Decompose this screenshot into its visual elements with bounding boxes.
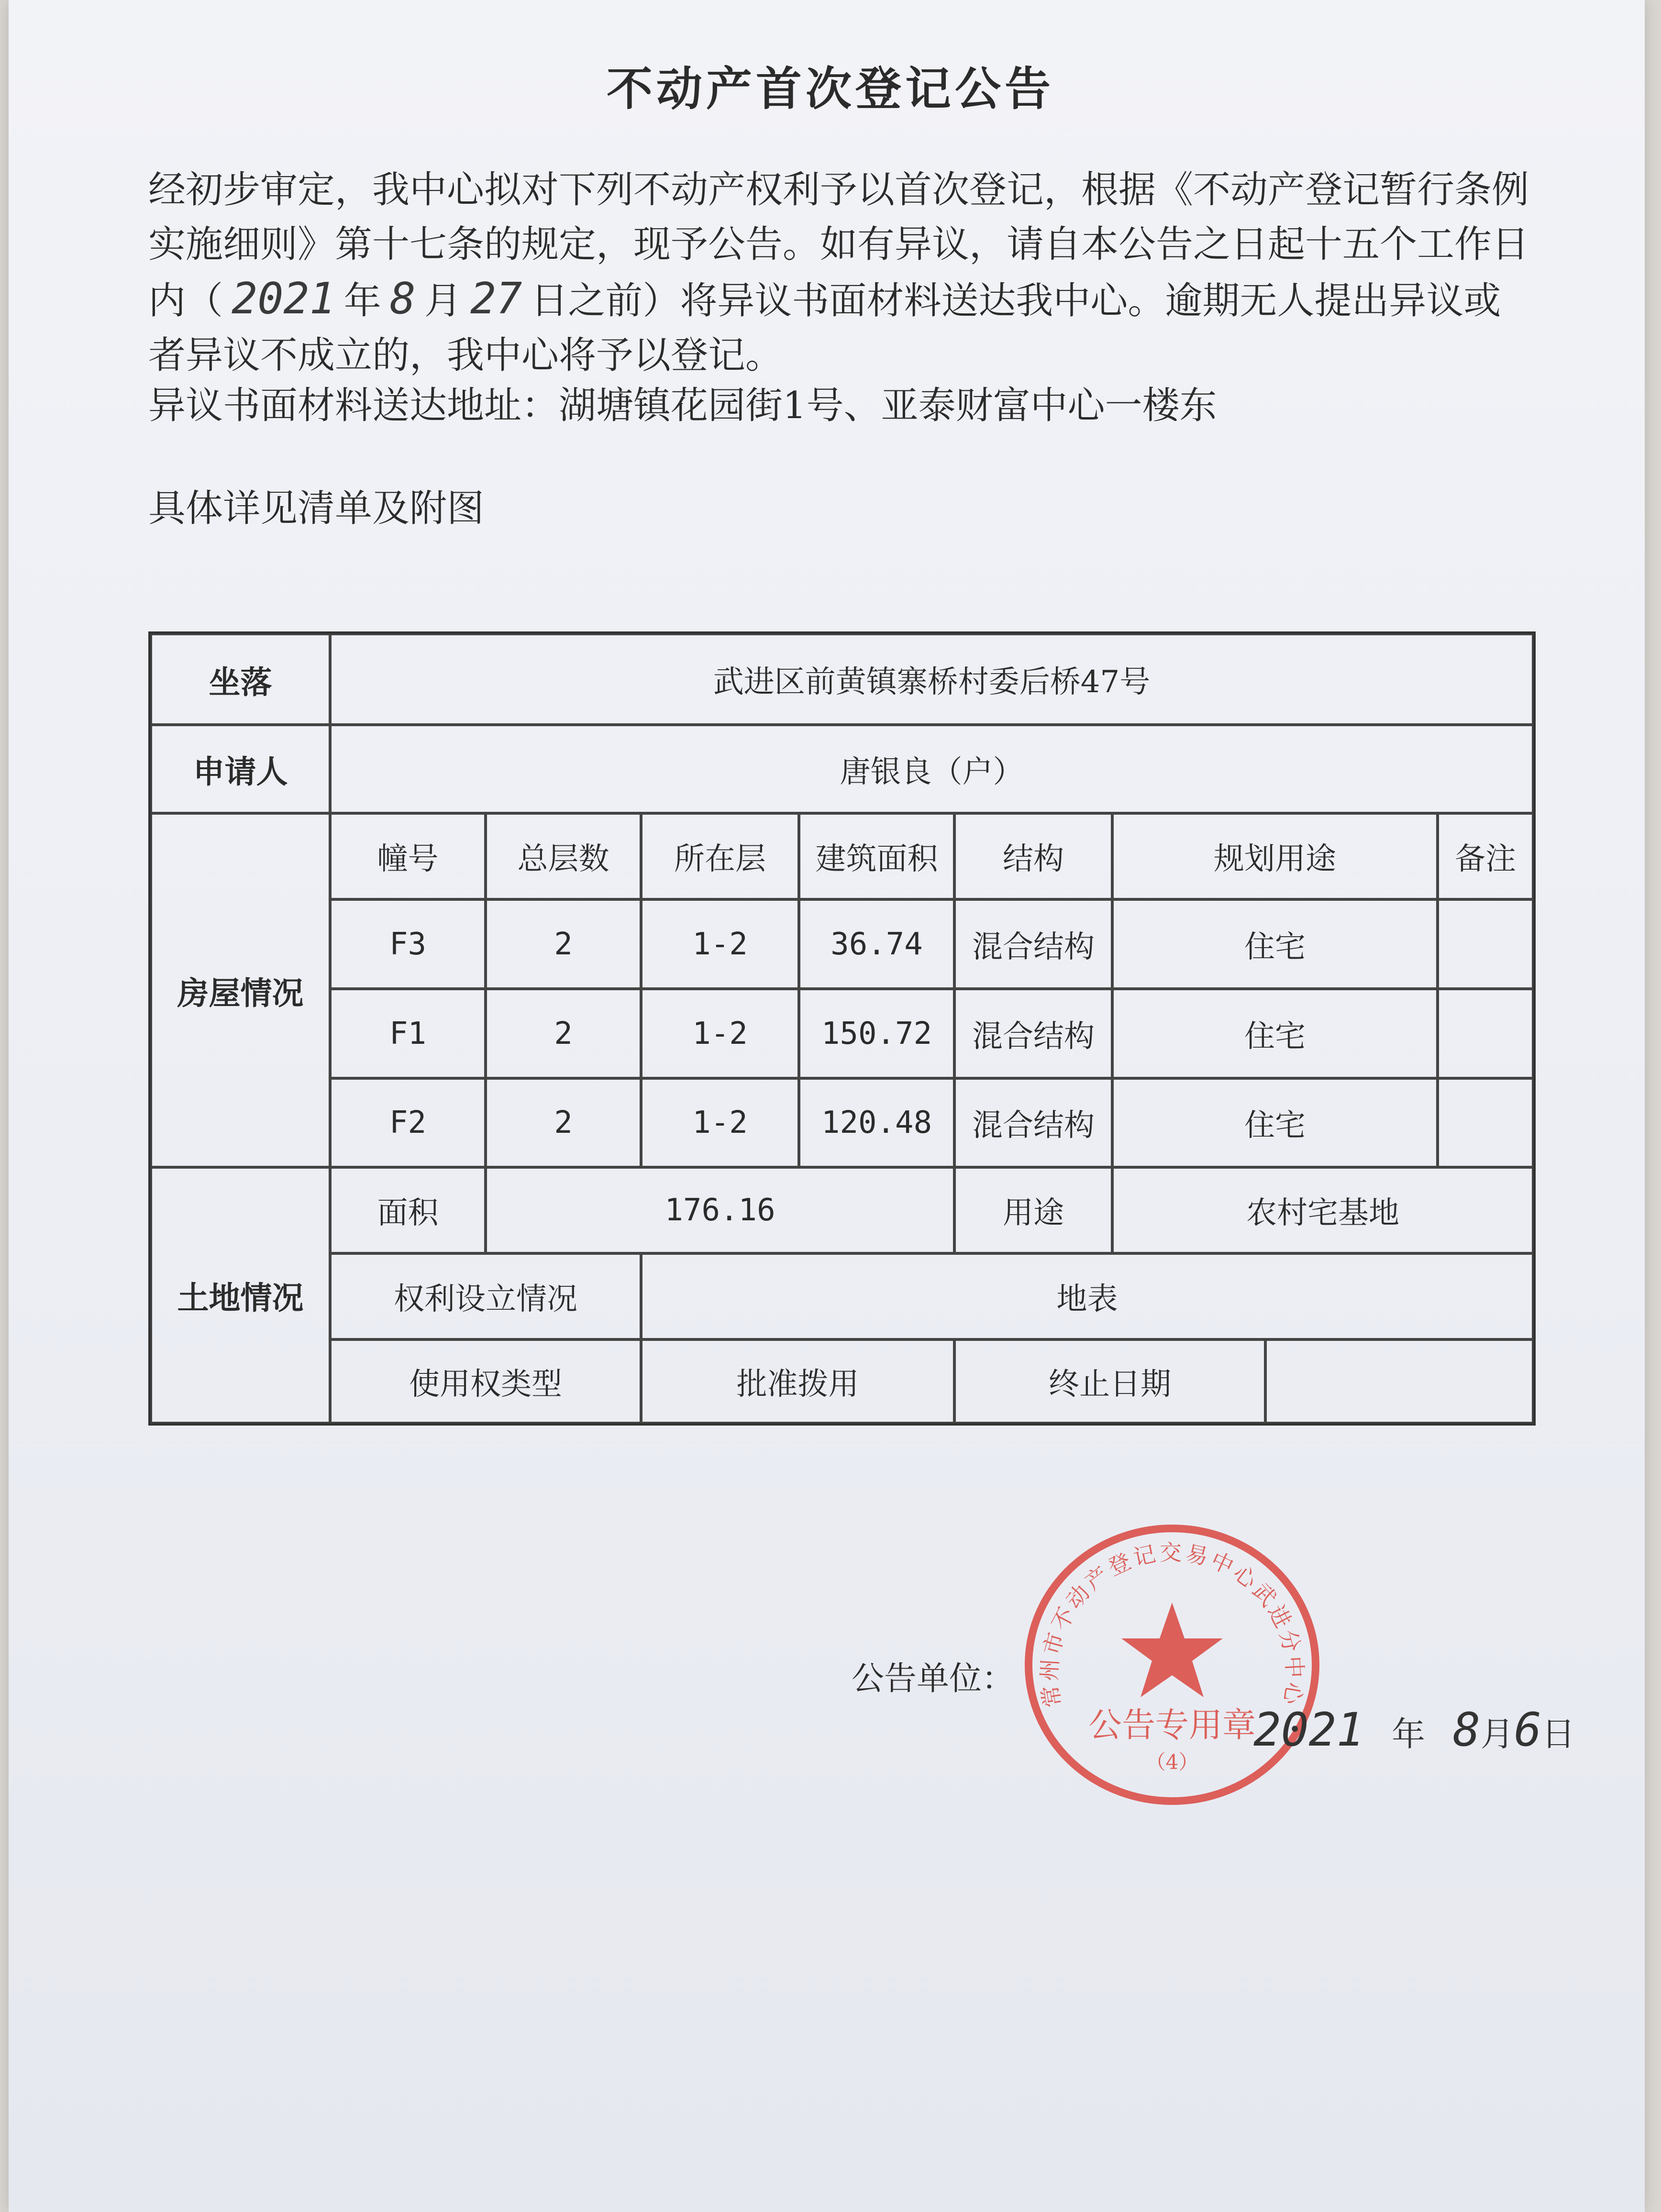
usage-type-label: 使用权类型 xyxy=(330,1339,641,1423)
rights-label: 权利设立情况 xyxy=(330,1253,641,1339)
house-cell: 2 xyxy=(486,989,641,1078)
house-cell: 住宅 xyxy=(1112,899,1438,989)
house-cell: 2 xyxy=(486,1078,641,1167)
official-seal-icon xyxy=(1014,1507,1330,1823)
deadline-day: 27 xyxy=(470,274,522,324)
house-header: 备注 xyxy=(1438,813,1533,899)
para-prefix: 经初步审定，我中心拟对下列不动产权利予以首次登记，根据《不动产登记暂行条例实施细则》第十七条的规定，现予公告。如有异议，请自本公告之日起十五个工作日内（ xyxy=(148,168,1529,322)
date-month-char: 月 xyxy=(1480,1714,1514,1754)
house-cell: 120.48 xyxy=(799,1078,954,1167)
notice-paragraph xyxy=(148,163,1536,383)
location-label: 坐落 xyxy=(151,634,330,725)
applicant-label: 申请人 xyxy=(151,725,330,813)
usage-type-value: 批准拨用 xyxy=(641,1339,954,1423)
house-header: 建筑面积 xyxy=(799,813,954,899)
house-cell: 混合结构 xyxy=(954,899,1112,989)
house-header: 所在层 xyxy=(641,813,799,899)
para-suffix: 日之前）将异议书面材料送达我中心。逾期无人提出异议或者异议不成立的，我中心将予以登记。 xyxy=(148,279,1501,377)
deadline-month: 8 xyxy=(389,274,416,324)
house-cell: 2 xyxy=(486,899,641,989)
house-cell xyxy=(1438,899,1533,989)
house-cell: 住宅 xyxy=(1112,1078,1438,1167)
deadline-year: 2021 xyxy=(232,274,335,324)
end-date-value xyxy=(1265,1339,1533,1423)
rights-value: 地表 xyxy=(641,1253,1533,1339)
house-cell: F3 xyxy=(330,899,486,989)
house-header: 结构 xyxy=(954,813,1112,899)
house-cell xyxy=(1438,1078,1533,1167)
seal-text: 常州市不动产登记交易中心武进分中心 xyxy=(1036,1539,1308,1710)
date-day-char: 日 xyxy=(1541,1714,1575,1754)
area-value: 176.16 xyxy=(486,1167,954,1253)
house-cell: F1 xyxy=(330,989,486,1078)
applicant-value: 唐银良（户） xyxy=(330,725,1533,813)
house-cell: 1-2 xyxy=(641,1078,799,1167)
property-table xyxy=(148,631,1536,1426)
use-value: 农村宅基地 xyxy=(1112,1167,1533,1253)
house-cell: 混合结构 xyxy=(954,989,1112,1078)
date-day: 6 xyxy=(1514,1703,1542,1757)
house-header: 幢号 xyxy=(330,813,486,899)
house-header: 总层数 xyxy=(486,813,641,899)
house-header: 规划用途 xyxy=(1112,813,1438,899)
year-char: 年 xyxy=(343,279,381,322)
house-cell: 1-2 xyxy=(641,989,799,1078)
details-note: 具体详见清单及附图 xyxy=(148,487,485,530)
seal-sub: 公告专用章 xyxy=(1088,1705,1256,1745)
area-label: 面积 xyxy=(330,1167,486,1253)
land-label: 土地情况 xyxy=(151,1167,330,1423)
house-cell: 1-2 xyxy=(641,899,799,989)
house-cell: 36.74 xyxy=(799,899,954,989)
house-cell: 混合结构 xyxy=(954,1078,1112,1167)
house-cell: 150.72 xyxy=(799,989,954,1078)
house-label: 房屋情况 xyxy=(151,813,330,1167)
date-year: 2021 xyxy=(1253,1703,1364,1757)
notice-title: 不动产首次登记公告 xyxy=(607,62,1054,116)
location-value: 武进区前黄镇寨桥村委后桥47号 xyxy=(330,634,1533,725)
notice-date xyxy=(1253,1703,1575,1757)
house-cell: 住宅 xyxy=(1112,989,1438,1078)
end-date-label: 终止日期 xyxy=(954,1339,1265,1423)
publisher-label: 公告单位： xyxy=(852,1660,1015,1698)
seal-num: （4） xyxy=(1145,1750,1199,1774)
date-month: 8 xyxy=(1452,1703,1481,1757)
use-label: 用途 xyxy=(954,1167,1112,1253)
month-char: 月 xyxy=(424,279,462,322)
date-year-char: 年 xyxy=(1391,1714,1425,1754)
house-cell: F2 xyxy=(330,1078,486,1167)
house-cell xyxy=(1438,989,1533,1078)
objection-address: 异议书面材料送达地址：湖塘镇花园街1号、亚泰财富中心一楼东 xyxy=(148,384,1217,427)
